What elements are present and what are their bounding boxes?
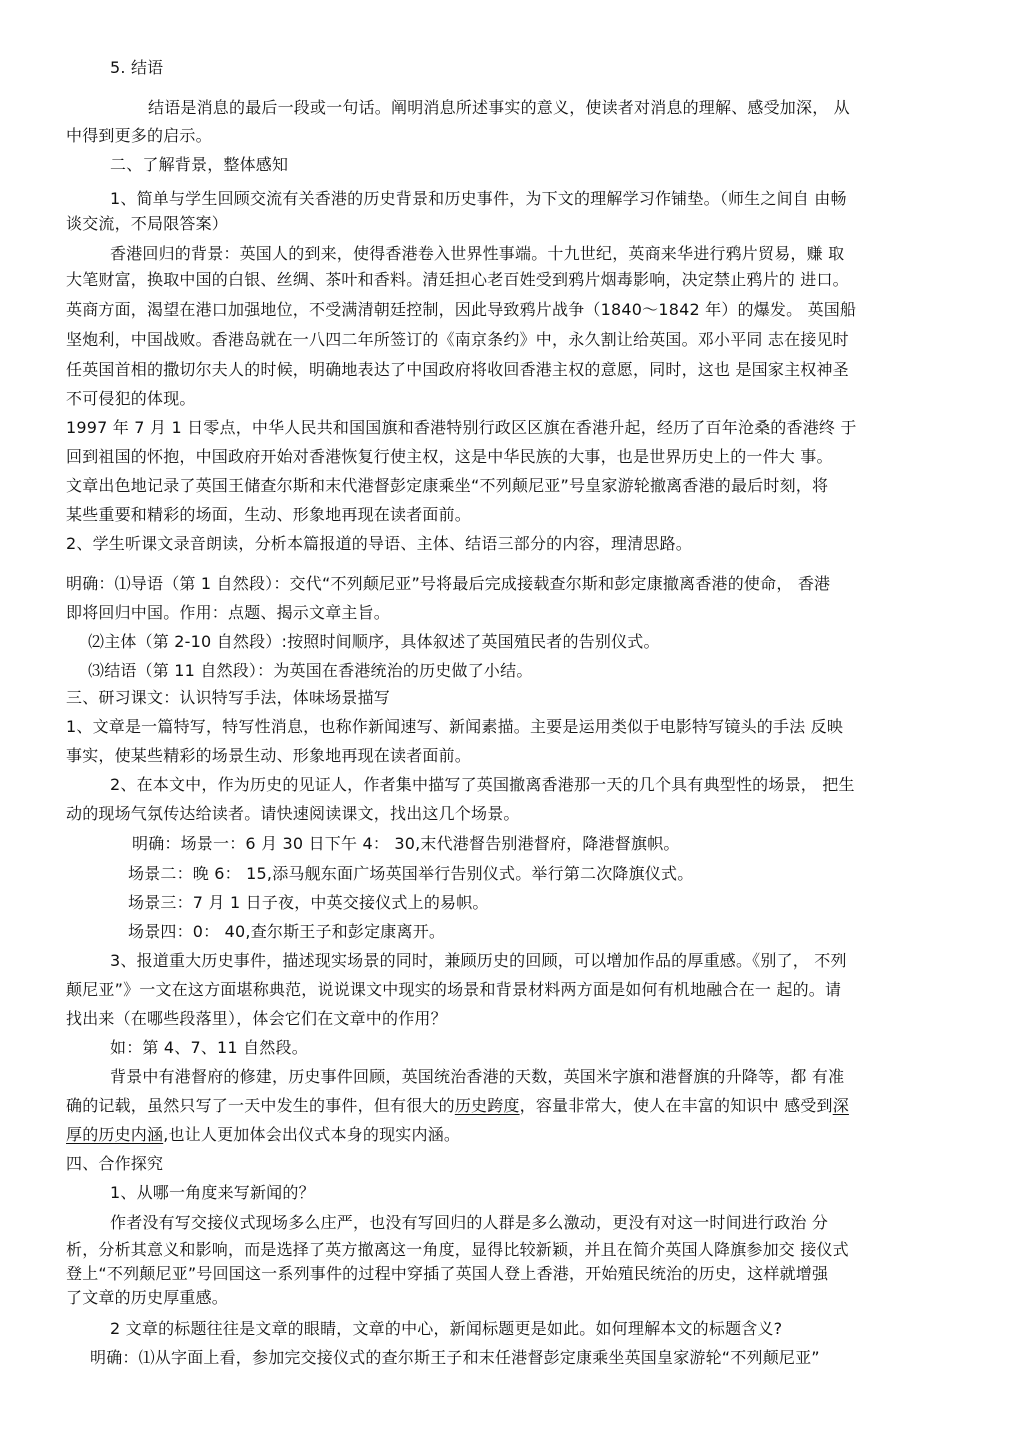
paragraph-line: ⑶结语（第 11 自然段）：为英国在香港统治的历史做了小结。 bbox=[88, 661, 533, 680]
paragraph-line: ⑵主体（第 2-10 自然段）:按照时间顺序，具体叙述了英国殖民者的告别仪式。 bbox=[88, 632, 660, 651]
underlined-phrase: 历史跨度 bbox=[454, 1096, 520, 1115]
paragraph-line: 了文章的历史厚重感。 bbox=[66, 1288, 229, 1307]
paragraph-line: 1、简单与学生回顾交流有关香港的历史背景和历史事件，为下文的理解学习作铺垫。（师生之间自 由畅 bbox=[110, 189, 847, 208]
paragraph-line: 文章出色地记录了英国王储查尔斯和末代港督彭定康乘坐“不列颠尼亚”号皇家游轮撤离香港的最后时刻，将 bbox=[66, 476, 829, 495]
paragraph-line: 谈交流，不局限答案） bbox=[66, 214, 229, 233]
paragraph-line bbox=[66, 1125, 460, 1145]
paragraph-line: 场景四：0： 40,查尔斯王子和彭定康离开。 bbox=[128, 922, 446, 941]
paragraph-line: 1997 年 7 月 1 日零点，中华人民共和国国旗和香港特别行政区区旗在香港升起，经历了百年沧桑的香港终 于 bbox=[66, 418, 857, 437]
paragraph-line: 英商方面，渴望在港口加强地位，不受满清朝廷控制，因此导致鸦片战争（1840～1842 年）的爆发。 英国船 bbox=[66, 300, 857, 319]
paragraph-line: 颠尼亚”》一文在这方面堪称典范，说说课文中现实的场景和背景材料两方面是如何有机地融合在一 起的。请 bbox=[66, 980, 842, 999]
paragraph-line: 背景中有港督府的修建，历史事件回顾，英国统治香港的天数，英国米字旗和港督旗的升降等，都 有准 bbox=[110, 1067, 845, 1086]
paragraph-line: 任英国首相的撒切尔夫人的时候，明确地表达了中国政府将收回香港主权的意愿，同时，这也 是国家主权神圣 bbox=[66, 360, 849, 379]
paragraph-line: 坚炮利，中国战败。香港岛就在一八四二年所签订的《南京条约》中，永久割让给英国。邓小平同 志在接见时 bbox=[66, 330, 849, 349]
paragraph-line: 作者没有写交接仪式现场多么庄严，也没有写回归的人群是多么激动，更没有对这一时间进行政治 分 bbox=[110, 1213, 829, 1232]
paragraph-line bbox=[66, 1096, 849, 1116]
paragraph-line: 明确：⑴导语（第 1 自然段）：交代“不列颠尼亚”号将最后完成接载查尔斯和彭定康撤离香港的使命， 香港 bbox=[66, 574, 831, 593]
paragraph-line: 事实，使某些精彩的场景生动、形象地再现在读者面前。 bbox=[66, 746, 472, 765]
paragraph-line: 大笔财富，换取中国的白银、丝绸、茶叶和香料。清廷担心老百姓受到鸦片烟毒影响，决定禁止鸦片的 进口。 bbox=[66, 270, 849, 289]
paragraph-line: 2、学生听课文录音朗读，分析本篇报道的导语、主体、结语三部分的内容，理清思路。 bbox=[66, 534, 692, 553]
text-run: 确的记载，虽然只写了一天中发生的事件，但有很大的 bbox=[66, 1096, 455, 1115]
paragraph-line: 1、文章是一篇特写，特写性消息，也称作新闻速写、新闻素描。主要是运用类似于电影特写镜头的手法 反映 bbox=[66, 717, 844, 736]
text-run: ，容量非常大，使人在丰富的知识中 感受到 bbox=[519, 1096, 833, 1115]
paragraph-line: 回到祖国的怀抱，中国政府开始对香港恢复行使主权，这是中华民族的大事，也是世界历史上的一件大 事。 bbox=[66, 447, 833, 466]
paragraph-line: 场景三：7 月 1 日子夜，中英交接仪式上的易帜。 bbox=[128, 893, 489, 912]
paragraph-line: 结语是消息的最后一段或一句话。阐明消息所述事实的意义，使读者对消息的理解、感受加深， 从 bbox=[148, 98, 850, 117]
paragraph-line: 明确：⑴从字面上看，参加完交接仪式的查尔斯王子和末任港督彭定康乘坐英国皇家游轮“不列颠尼亚” bbox=[90, 1348, 820, 1367]
text-run: ,也让人更加体会出仪式本身的现实内涵。 bbox=[163, 1125, 461, 1144]
paragraph-line: 析，分析其意义和影响，而是选择了英方撤离这一角度，显得比较新颖，并且在简介英国人降旗参加交 接仪式 bbox=[66, 1240, 849, 1259]
paragraph-line: 找出来（在哪些段落里），体会它们在文章中的作用？ bbox=[66, 1009, 447, 1028]
paragraph-line: 中得到更多的启示。 bbox=[66, 126, 212, 145]
paragraph-line: 即将回归中国。作用：点题、揭示文章主旨。 bbox=[66, 603, 391, 622]
paragraph-line: 动的现场气氛传达给读者。请快速阅读课文，找出这几个场景。 bbox=[66, 804, 520, 823]
paragraph-line: 如：第 4、7、11 自然段。 bbox=[110, 1038, 308, 1057]
underlined-phrase: 厚的历史内涵 bbox=[66, 1125, 164, 1144]
paragraph-line: 3、报道重大历史事件，描述现实场景的同时，兼顾历史的回顾，可以增加作品的厚重感。《别了， 不列 bbox=[110, 951, 847, 970]
section-heading: 5. 结语 bbox=[110, 58, 164, 77]
paragraph-line: 2、在本文中，作为历史的见证人，作者集中描写了英国撤离香港那一天的几个具有典型性的场景， 把生 bbox=[110, 775, 855, 794]
paragraph-line: 某些重要和精彩的场面，生动、形象地再现在读者面前。 bbox=[66, 505, 472, 524]
paragraph-line: 1、从哪一角度来写新闻的？ bbox=[110, 1183, 315, 1202]
paragraph-line: 明确：场景一：6 月 30 日下午 4： 30,末代港督告别港督府，降港督旗帜。 bbox=[132, 834, 680, 853]
underlined-phrase: 深 bbox=[832, 1096, 849, 1115]
paragraph-line: 香港回归的背景：英国人的到来，使得香港卷入世界性事端。十九世纪，英商来华进行鸦片贸易，赚 取 bbox=[110, 244, 845, 263]
paragraph-line: 登上“不列颠尼亚”号回国这一系列事件的过程中穿插了英国人登上香港，开始殖民统治的历史，这样就增强 bbox=[66, 1264, 829, 1283]
section-heading: 二、了解背景，整体感知 bbox=[110, 155, 289, 174]
section-heading: 三、研习课文：认识特写手法，体味场景描写 bbox=[66, 688, 391, 707]
paragraph-line: 2 文章的标题往往是文章的眼睛，文章的中心，新闻标题更是如此。如何理解本文的标题含义? bbox=[110, 1319, 783, 1338]
paragraph-line: 场景二：晚 6： 15,添马舰东面广场英国举行告别仪式。举行第二次降旗仪式。 bbox=[128, 864, 694, 883]
paragraph-line: 不可侵犯的体现。 bbox=[66, 389, 196, 408]
section-heading: 四、合作探究 bbox=[66, 1154, 164, 1173]
